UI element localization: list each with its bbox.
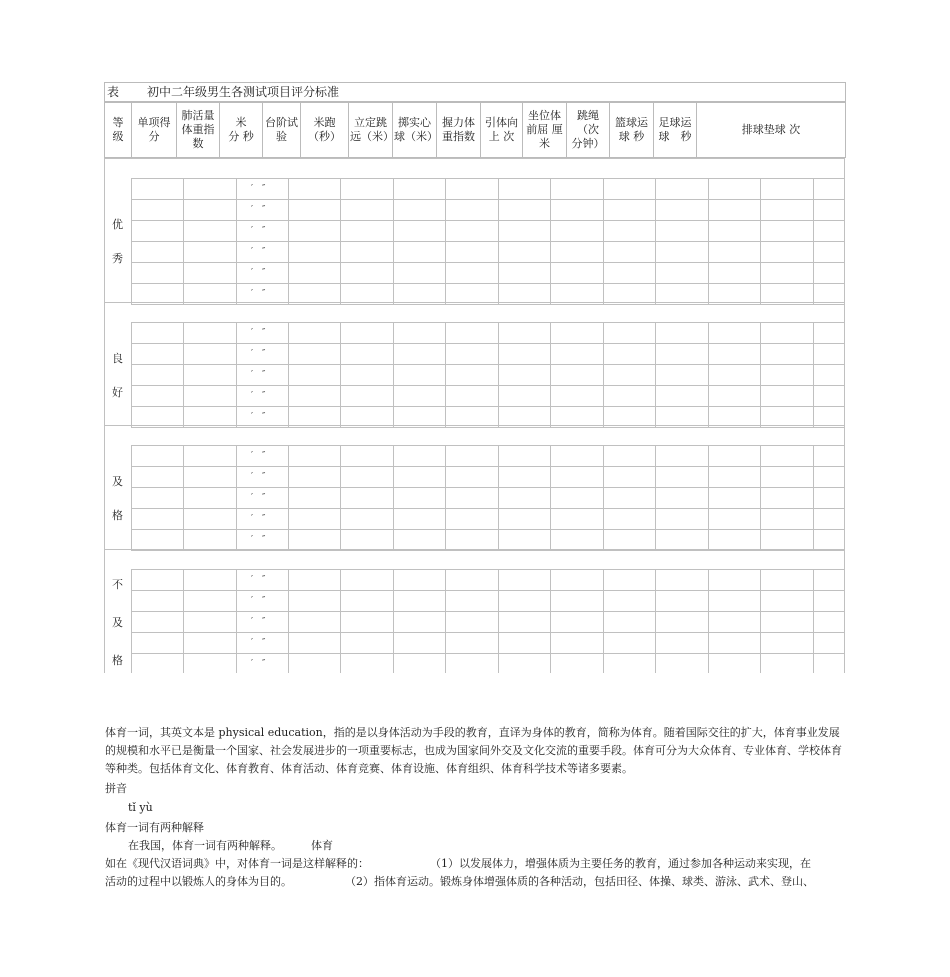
column-line	[340, 322, 341, 427]
column-line	[183, 445, 184, 550]
column-line	[183, 322, 184, 427]
row-line	[131, 611, 845, 612]
pinyin-text: tǐ yù	[128, 801, 153, 814]
row-line	[131, 199, 845, 200]
column-line	[393, 178, 394, 304]
pinyin-label: 拼音	[105, 782, 127, 795]
two-meanings-heading: 体育一词有两种解释	[105, 821, 204, 834]
time-mark: ′ ″	[251, 268, 266, 278]
time-mark: ′ ″	[251, 659, 266, 669]
column-line	[708, 322, 709, 427]
row-line	[131, 569, 845, 570]
table-header-cell: 排球垫球 次	[696, 102, 846, 158]
column-line	[340, 445, 341, 550]
row-line	[131, 508, 845, 509]
time-mark: ′ ″	[251, 226, 266, 236]
row-line	[131, 283, 845, 284]
column-line	[340, 178, 341, 304]
table-header-cell: 立定跳 远（米）	[348, 102, 393, 158]
grade-label: 秀	[112, 252, 123, 265]
table-label: 表	[107, 85, 120, 99]
intro-paragraph: 体育一词，其英文本是 physical education，指的是以身体活动为手段的教育，直译为身体的教育，简称为体育。随着国际交往的扩大，体育事业发展的规模和水平已是衡量一个国家、社会发展进步的一项重要标志，也成为国家间外交及文化交流的重要手段。体育可分为大众体育、专业体育、学校体育等种类。包括体育文化、体育教育、体育活动、体育竞赛、体育设施、体育组织、体育科学技术等诸多要素。	[105, 726, 842, 775]
row-line	[131, 178, 845, 179]
row-line	[131, 487, 845, 488]
column-line	[655, 178, 656, 304]
time-mark: ′ ″	[251, 412, 266, 422]
column-line	[236, 322, 237, 427]
column-line	[498, 445, 499, 550]
column-line	[236, 445, 237, 550]
grade-label: 格	[112, 653, 123, 667]
row-line	[131, 220, 845, 221]
score-standard-table	[104, 102, 848, 673]
table-header-cell: 米 分 秒	[219, 102, 263, 158]
column-line	[550, 322, 551, 427]
row-line	[131, 385, 845, 386]
column-line	[760, 569, 761, 673]
row-line	[131, 590, 845, 591]
column-line	[603, 178, 604, 304]
row-line	[131, 632, 845, 633]
row-line	[131, 529, 845, 530]
table-header-cell: 坐位体 前屈 厘 米	[522, 102, 567, 158]
time-mark: ′ ″	[251, 391, 266, 401]
grade-separator	[104, 425, 845, 426]
column-line	[288, 178, 289, 304]
time-mark: ′ ″	[251, 451, 266, 461]
column-line	[236, 569, 237, 673]
time-mark: ′ ″	[251, 638, 266, 648]
column-line	[708, 178, 709, 304]
column-line	[708, 445, 709, 550]
column-line	[550, 178, 551, 304]
row-line	[131, 364, 845, 365]
time-mark: ′ ″	[251, 493, 266, 503]
column-line	[813, 322, 814, 427]
time-mark: ′ ″	[251, 514, 266, 524]
column-line	[183, 569, 184, 673]
dictionary-line-2: 活动的过程中以锻炼人的身体为目的。	[105, 875, 292, 888]
table-header-cell: 握力体 重指数	[436, 102, 481, 158]
table-border-right	[844, 158, 845, 673]
column-line	[760, 445, 761, 550]
column-line	[498, 178, 499, 304]
table-header-cell: 跳绳（次 分钟）	[566, 102, 610, 158]
time-mark: ′ ″	[251, 328, 266, 338]
row-line	[131, 343, 845, 344]
column-line	[393, 322, 394, 427]
time-mark: ′ ″	[251, 535, 266, 545]
row-line	[131, 262, 845, 263]
column-line	[288, 569, 289, 673]
time-mark: ′ ″	[251, 370, 266, 380]
row-line	[131, 445, 845, 446]
column-line	[288, 322, 289, 427]
row-line	[131, 427, 845, 428]
column-line	[183, 178, 184, 304]
column-line	[131, 445, 132, 550]
column-line	[131, 322, 132, 427]
row-line	[131, 241, 845, 242]
table-header-cell: 台阶试 验	[262, 102, 301, 158]
table-title: 初中二年级男生各测试项目评分标准	[147, 85, 340, 99]
in-china-text: 在我国，体育一词有两种解释。	[128, 839, 282, 852]
column-line	[131, 178, 132, 304]
grade-separator	[104, 302, 845, 303]
grade-label: 好	[112, 385, 123, 399]
row-line	[131, 653, 845, 654]
grade-label: 及	[112, 474, 123, 488]
dictionary-line-1: 如在《现代汉语词典》中，对体育一词是这样解释的：	[105, 857, 369, 870]
column-line	[393, 445, 394, 550]
column-line	[288, 445, 289, 550]
column-line	[498, 569, 499, 673]
column-line	[760, 322, 761, 427]
column-line	[445, 569, 446, 673]
column-line	[393, 569, 394, 673]
column-line	[445, 445, 446, 550]
tiyu-text: 体育	[311, 839, 333, 852]
column-line	[813, 445, 814, 550]
column-line	[603, 445, 604, 550]
row-line	[131, 466, 845, 467]
time-mark: ′ ″	[251, 205, 266, 215]
grade-label: 优	[112, 218, 123, 231]
row-line	[131, 406, 845, 407]
time-mark: ′ ″	[251, 617, 266, 627]
dictionary-meaning-1: （1）以发展体力，增强体质为主要任务的教育，通过参加各种运动来实现，在	[430, 857, 811, 870]
grade-label: 不	[112, 577, 123, 591]
time-mark: ′ ″	[251, 184, 266, 194]
row-line	[131, 322, 845, 323]
column-line	[708, 569, 709, 673]
grade-label: 及	[112, 615, 123, 629]
column-line	[498, 322, 499, 427]
column-line	[655, 445, 656, 550]
row-line	[131, 550, 845, 551]
time-mark: ′ ″	[251, 289, 266, 299]
time-mark: ′ ″	[251, 472, 266, 482]
table-title-row	[104, 82, 846, 102]
table-header-cell: 篮球运 球 秒	[609, 102, 654, 158]
table-header-cell: 肺活量 体重指 数	[176, 102, 220, 158]
table-header-cell: 等 级	[104, 102, 132, 158]
grade-label: 格	[112, 508, 123, 522]
column-line	[813, 569, 814, 673]
grade-label: 良	[112, 351, 123, 365]
time-mark: ′ ″	[251, 349, 266, 359]
table-header-cell: 足球运 球 秒	[653, 102, 697, 158]
column-line	[340, 569, 341, 673]
time-mark: ′ ″	[251, 575, 266, 585]
table-header-cell: 单项得 分	[131, 102, 177, 158]
column-line	[655, 322, 656, 427]
column-line	[655, 569, 656, 673]
table-header-cell: 掷实心 球（米）	[392, 102, 437, 158]
time-mark: ′ ″	[251, 247, 266, 257]
column-line	[131, 569, 132, 673]
row-line	[131, 304, 845, 305]
grade-separator	[104, 158, 845, 159]
column-line	[760, 178, 761, 304]
column-line	[236, 178, 237, 304]
table-border-left	[104, 158, 105, 673]
column-line	[603, 569, 604, 673]
column-line	[813, 178, 814, 304]
column-line	[550, 569, 551, 673]
column-line	[445, 322, 446, 427]
column-line	[603, 322, 604, 427]
time-mark: ′ ″	[251, 596, 266, 606]
table-header-cell: 引体向 上 次	[480, 102, 523, 158]
table-header-cell: 米跑 （秒）	[300, 102, 349, 158]
column-line	[550, 445, 551, 550]
column-line	[445, 178, 446, 304]
dictionary-meaning-2: （2）指体育运动。锻炼身体增强体质的各种活动，包括田径、体操、球类、游泳、武术、登山、	[345, 875, 814, 888]
